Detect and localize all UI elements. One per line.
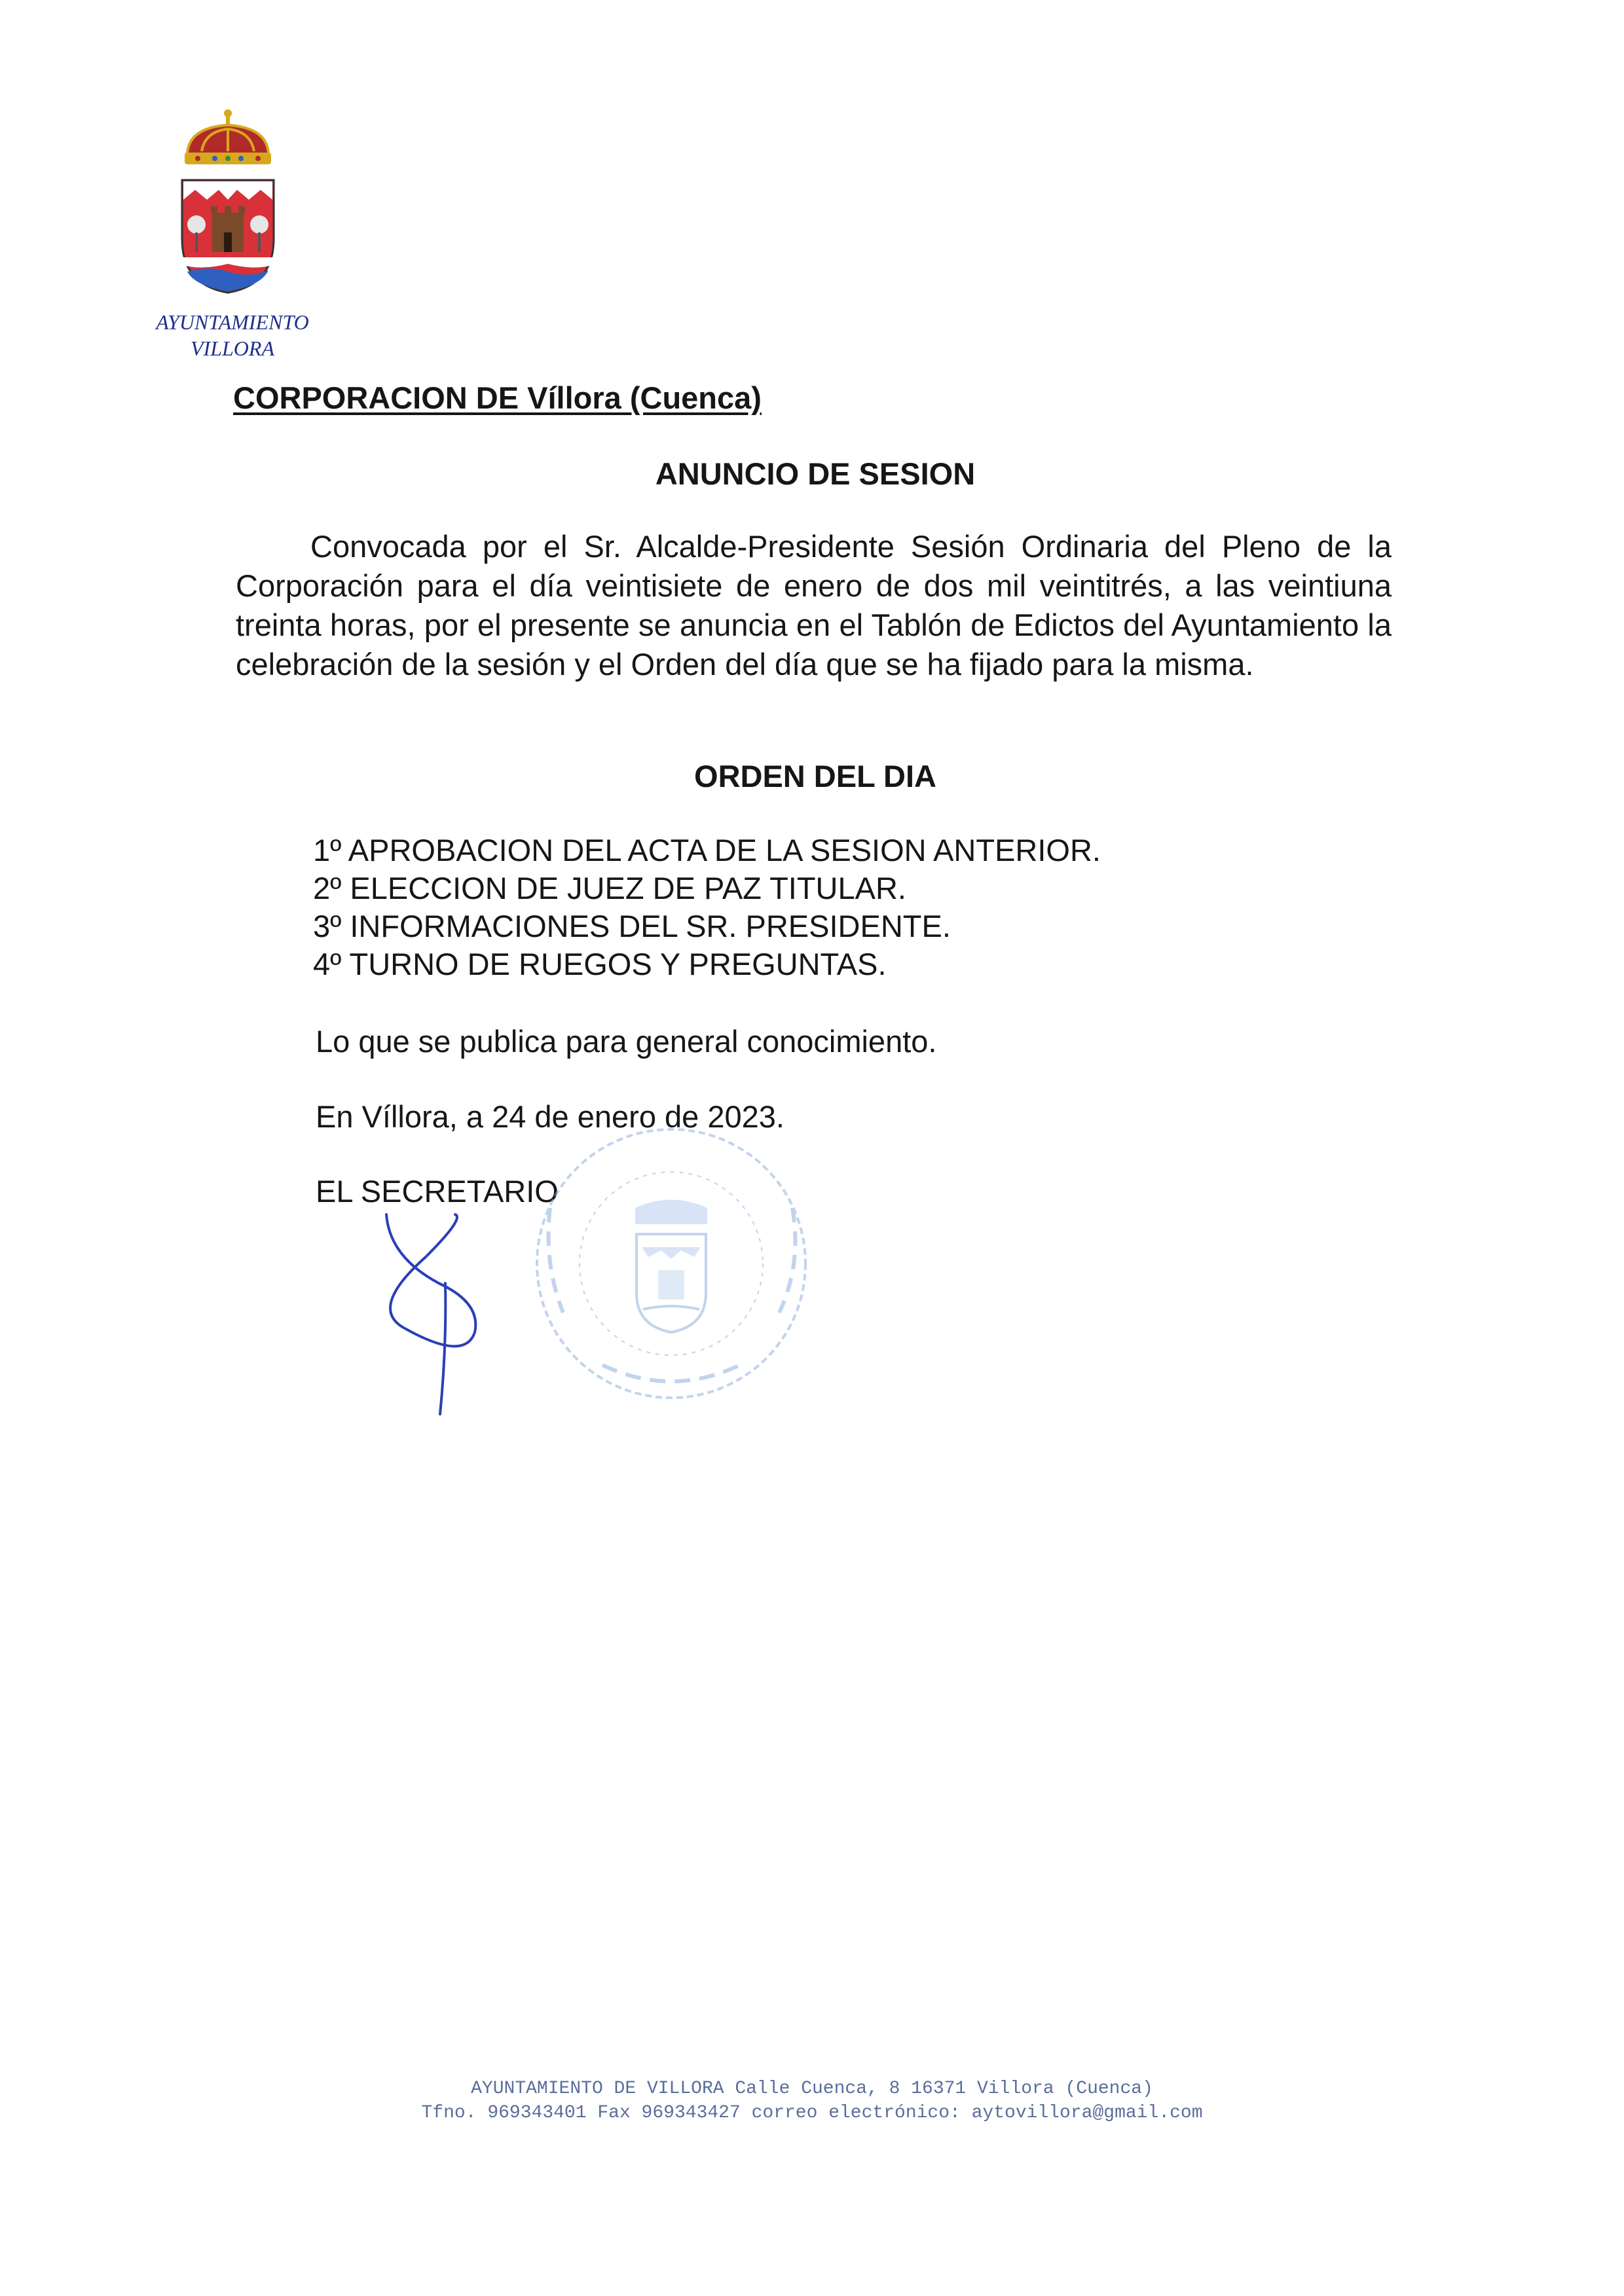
agenda-list (313, 831, 1101, 983)
footer-address: AYUNTAMIENTO DE VILLORA Calle Cuenca, 8 16371 Villora (Cuenca) (471, 2079, 1153, 2099)
corporation-heading: CORPORACION DE Víllora (Cuenca) (233, 380, 762, 415)
agenda-item: 3º INFORMACIONES DEL SR. PRESIDENTE. (313, 909, 951, 943)
convocation-paragraph: Convocada por el Sr. Alcalde-Presidente Sesión Ordinaria del Pleno de la Corporación para el día veintisiete de enero de dos mil veintitrés, a las veintiuna treinta horas, por el presente se anuncia en el Tablón de Edictos del Ayuntamiento la celebración de la sesión y el Orden del día que se ha fijado para la misma. (236, 529, 1392, 682)
agenda-title: ORDEN DEL DIA (694, 759, 936, 793)
agenda-item: 4º TURNO DE RUEGOS Y PREGUNTAS. (313, 947, 887, 981)
footer-contact: Tfno. 969343401 Fax 969343427 correo electrónico: aytovillora@gmail.com (421, 2103, 1203, 2123)
signature-icon (367, 1205, 498, 1421)
official-seal-icon (524, 1116, 819, 1411)
document-title: ANUNCIO DE SESION (655, 456, 976, 491)
municipality-line-2: VILLORA (191, 337, 274, 360)
municipality-label (124, 309, 341, 361)
signatory-label: EL SECRETARIO (316, 1174, 559, 1209)
place-and-date: En Víllora, a 24 de enero de 2023. (316, 1099, 784, 1134)
municipality-line-1: AYUNTAMIENTO (156, 310, 309, 334)
agenda-item: 2º ELECCION DE JUEZ DE PAZ TITULAR. (313, 871, 906, 905)
coat-of-arms-icon (175, 108, 280, 295)
publication-note: Lo que se publica para general conocimiento. (316, 1024, 937, 1059)
agenda-item: 1º APROBACION DEL ACTA DE LA SESION ANTERIOR. (313, 833, 1101, 867)
